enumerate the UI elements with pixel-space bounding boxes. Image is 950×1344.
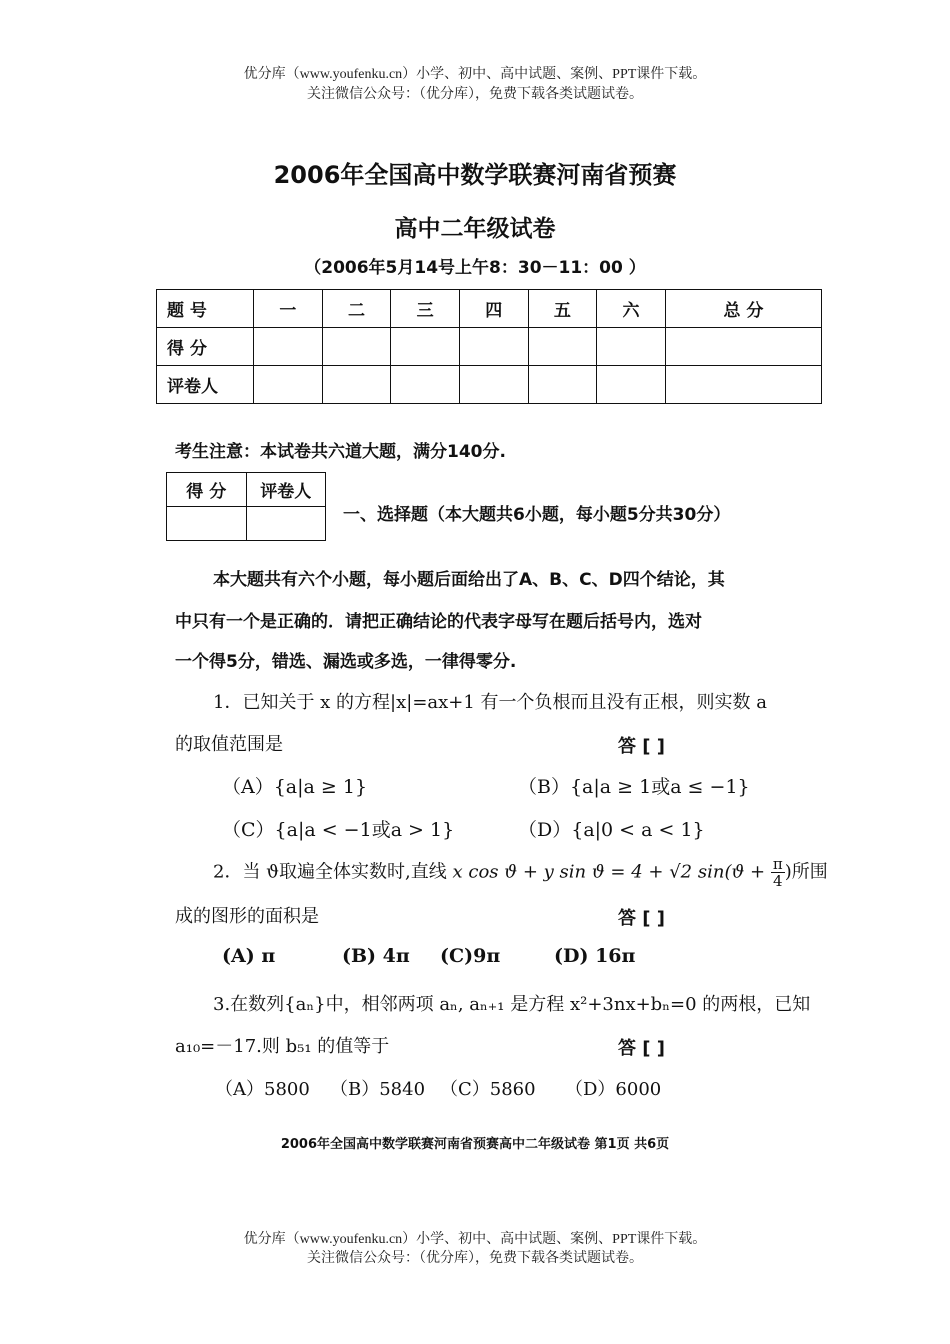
fraction-numerator: π — [772, 855, 783, 873]
option-a[interactable]: (A) π — [222, 945, 276, 967]
grader-cell[interactable] — [597, 366, 666, 404]
score-cell[interactable] — [254, 328, 323, 366]
question-3-text: a₁₀=－17.则 b₅₁ 的值等于 — [175, 1036, 390, 1057]
exam-title: 2006年全国高中数学联赛河南省预赛 — [273, 161, 677, 189]
option-b[interactable]: (B) 4π — [342, 945, 410, 967]
option-b[interactable]: （B）5840 — [330, 1079, 426, 1100]
table-header: 五 — [528, 290, 597, 328]
exam-notice: 考生注意：本试卷共六道大题，满分140分. — [175, 442, 506, 462]
option-c[interactable]: （C）5860 — [440, 1079, 536, 1100]
option-d[interactable]: （D）{a|0 < a < 1} — [518, 819, 705, 841]
grader-cell[interactable] — [665, 366, 821, 404]
answer-bracket[interactable]: 答 [ ] — [618, 736, 665, 757]
question-2-text: 成的图形的面积是 — [175, 906, 319, 927]
table-header: 六 — [597, 290, 666, 328]
fraction-denominator: 4 — [773, 872, 783, 890]
exam-time: （2006年5月14号上午8：30－11：00 ） — [304, 258, 646, 278]
row-label: 得 分 — [157, 328, 254, 366]
section-heading: 一、选择题（本大题共6小题，每小题5分共30分） — [343, 505, 731, 525]
question-2-equation: x cos ϑ + y sin ϑ = 4 + √2 sin(ϑ + — [452, 861, 766, 883]
table-header: 评卷人 — [246, 473, 326, 507]
pi-over-four — [771, 856, 785, 889]
grader-cell[interactable] — [459, 366, 528, 404]
grader-cell[interactable] — [391, 366, 460, 404]
question-2-suffix: )所围 — [784, 861, 828, 883]
question-1-text: 1．已知关于 x 的方程|x|=ax+1 有一个负根而且没有正根，则实数 a — [213, 692, 767, 713]
grader-row — [157, 366, 822, 404]
answer-bracket[interactable]: 答 [ ] — [618, 908, 665, 929]
grader-cell[interactable] — [246, 507, 326, 541]
exam-subtitle: 高中二年级试卷 — [394, 216, 556, 242]
question-3-text: 3.在数列{aₙ}中，相邻两项 aₙ, aₙ₊₁ 是方程 x²+3nx+bₙ=0 的两根，已知 — [213, 994, 811, 1015]
score-cell[interactable] — [322, 328, 391, 366]
option-c[interactable]: (C)9π — [440, 945, 501, 967]
grader-cell[interactable] — [322, 366, 391, 404]
table-header: 四 — [459, 290, 528, 328]
score-cell[interactable] — [391, 328, 460, 366]
score-table — [156, 289, 822, 404]
question-2-text — [213, 856, 828, 889]
table-header: 题 号 — [157, 290, 254, 328]
answer-bracket[interactable]: 答 [ ] — [618, 1038, 665, 1059]
score-cell[interactable] — [528, 328, 597, 366]
question-1-text: 的取值范围是 — [175, 734, 283, 755]
section-intro-line: 中只有一个是正确的．请把正确结论的代表字母写在题后括号内，选对 — [175, 612, 702, 632]
row-label: 评卷人 — [157, 366, 254, 404]
score-table-header-row — [157, 290, 822, 328]
watermark-line-2: 关注微信公众号：（优分库），免费下载各类试题试卷。 — [307, 1251, 643, 1266]
watermark-line-2: 关注微信公众号：（优分库），免费下载各类试题试卷。 — [307, 87, 643, 102]
option-b[interactable]: （B）{a|a ≥ 1或a ≤ −1} — [518, 776, 750, 798]
score-cell[interactable] — [167, 507, 247, 541]
option-a[interactable]: （A）5800 — [215, 1079, 310, 1100]
table-header: 二 — [322, 290, 391, 328]
table-header: 一 — [254, 290, 323, 328]
option-a[interactable]: （A）{a|a ≥ 1} — [222, 776, 368, 798]
grader-cell[interactable] — [528, 366, 597, 404]
section-intro-line: 本大题共有六个小题，每小题后面给出了A、B、C、D四个结论，其 — [213, 570, 725, 590]
grader-cell[interactable] — [254, 366, 323, 404]
score-cell[interactable] — [459, 328, 528, 366]
table-header: 三 — [391, 290, 460, 328]
score-row — [157, 328, 822, 366]
option-d[interactable]: （D）6000 — [565, 1079, 662, 1100]
option-c[interactable]: （C）{a|a < −1或a > 1} — [222, 819, 455, 841]
score-cell[interactable] — [665, 328, 821, 366]
section-intro-line: 一个得5分，错选、漏选或多选，一律得零分. — [175, 652, 517, 672]
score-cell[interactable] — [597, 328, 666, 366]
page-footer: 2006年全国高中数学联赛河南省预赛高中二年级试卷 第1页 共6页 — [280, 1137, 670, 1152]
table-header: 得 分 — [167, 473, 247, 507]
watermark-line-1: 优分库（www.youfenku.cn）小学、初中、高中试题、案例、PPT课件下载。 — [243, 1232, 707, 1247]
section-score-table — [166, 472, 326, 541]
watermark-line-1: 优分库（www.youfenku.cn）小学、初中、高中试题、案例、PPT课件下载。 — [243, 67, 707, 82]
question-2-prefix: 2．当 ϑ取遍全体实数时,直线 — [213, 861, 447, 883]
table-header: 总 分 — [665, 290, 821, 328]
option-d[interactable]: (D) 16π — [554, 945, 636, 967]
